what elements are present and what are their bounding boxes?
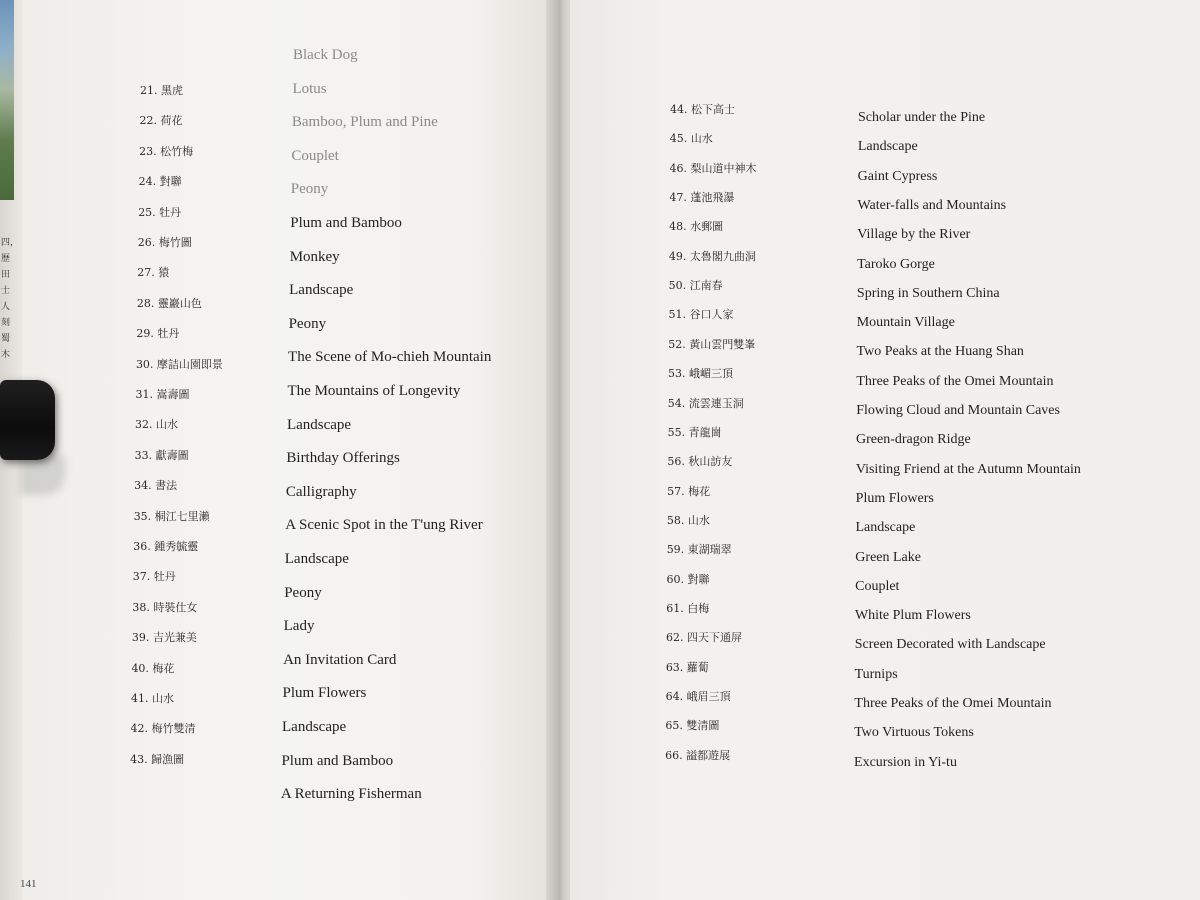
- entry-title: Green Lake: [855, 549, 921, 565]
- entry-number: 36. 鍾秀毓靈: [133, 540, 199, 553]
- entry-title: Water-falls and Mountains: [857, 197, 1007, 213]
- entry-number: 28. 靈巖山色: [136, 296, 202, 310]
- entry-number: 21. 黑虎: [140, 84, 183, 97]
- left-page: [22, 0, 550, 900]
- entry-title: Plum Flowers: [855, 490, 934, 506]
- entry-number: 47. 蓬池飛瀑: [669, 191, 735, 205]
- entry-number: 29. 牡丹: [136, 327, 180, 341]
- entry-number: 61. 白梅: [666, 601, 710, 615]
- entry-title: The Scene of Mo-chieh Mountain: [288, 349, 492, 366]
- entry-number: 57. 梅花: [667, 484, 711, 498]
- entry-number: 25. 牡丹: [138, 205, 182, 219]
- entry-title: Plum and Bamboo: [281, 752, 394, 769]
- entry-title: Scholar under the Pine: [858, 110, 986, 125]
- entry-number: 26. 梅竹圖: [137, 236, 192, 249]
- entry-title: Peony: [290, 181, 329, 198]
- entry-number: 54. 流雲連玉洞: [667, 396, 744, 410]
- entry-number: 58. 山水: [666, 513, 710, 527]
- entry-number: 50. 江南春: [668, 279, 723, 293]
- entry-title: Three Peaks of the Omei Mountain: [854, 696, 1052, 711]
- entry-number: 38. 時裝仕女: [132, 600, 198, 614]
- entry-number: 24. 對聯: [138, 175, 182, 189]
- entry-title: Two Peaks at the Huang Shan: [856, 344, 1024, 360]
- entry-title: Gaint Cypress: [857, 168, 938, 184]
- entry-title: A Returning Fisherman: [280, 786, 422, 803]
- entry-number: 63. 蘿蔔: [665, 660, 709, 674]
- entry-number: 40. 梅花: [131, 661, 175, 675]
- clip-shadow: [20, 455, 65, 495]
- entry-number: 46. 梨山道中神木: [669, 161, 757, 175]
- previous-page-text: 四，歷田士人刻蜀木: [1, 238, 20, 360]
- entry-title: Peony: [288, 315, 327, 332]
- entry-title: Plum and Bamboo: [290, 215, 402, 231]
- entry-title: Green-dragon Ridge: [856, 432, 971, 448]
- entry-title: Screen Decorated with Landscape: [854, 637, 1046, 653]
- entry-number: 42. 梅竹雙清: [130, 722, 196, 736]
- entry-number: 22. 荷花: [139, 114, 183, 128]
- entry-number: 37. 牡丹: [132, 570, 176, 584]
- entry-title: Couplet: [855, 578, 900, 594]
- right-page: [570, 0, 1200, 900]
- entry-number: 56. 秋山訪友: [667, 455, 733, 469]
- entry-number: 51. 谷口人家: [668, 308, 734, 322]
- entry-title: Black Dog: [293, 47, 358, 63]
- entry-title: Excursion in Yi-tu: [854, 754, 957, 770]
- entry-title: Flowing Cloud and Mountain Caves: [856, 403, 1060, 418]
- entry-title: Spring in Southern China: [856, 285, 1000, 301]
- entry-number: 44. 松下高士: [670, 103, 735, 116]
- entry-number: 30. 摩詰山園即景: [135, 357, 223, 371]
- entry-number: 35. 桐江七里瀨: [133, 509, 210, 523]
- entry-title: Landscape: [855, 520, 916, 536]
- entry-title: Bamboo, Plum and Pine: [291, 114, 438, 131]
- entry-number: 32. 山水: [135, 418, 179, 432]
- entry-number: 45. 山水: [669, 132, 713, 146]
- entry-title: Visiting Friend at the Autumn Mountain: [855, 461, 1081, 477]
- entry-number: 53. 峨嵋三頂: [668, 367, 734, 381]
- entry-number: 23. 松竹梅: [139, 144, 194, 158]
- entry-title: Peony: [284, 584, 322, 601]
- entry-title: A Scenic Spot in the T'ung River: [285, 517, 483, 534]
- entry-number: 31. 嵩壽圖: [135, 388, 190, 401]
- entry-number: 59. 東湖瑞翠: [666, 543, 732, 557]
- entry-title: Couplet: [291, 147, 339, 164]
- entry-number: 34. 書法: [134, 479, 178, 493]
- entry-number: 65. 雙清圖: [665, 719, 720, 733]
- entry-title: Turnips: [854, 666, 898, 682]
- entry-title: Calligraphy: [285, 483, 357, 500]
- binder-clip: [0, 380, 55, 460]
- entry-title: Plum Flowers: [282, 685, 367, 702]
- entry-number: 64. 峨眉三頂: [665, 690, 731, 703]
- entry-number: 43. 歸漁圖: [130, 752, 185, 766]
- entry-number: 41. 山水: [131, 692, 174, 705]
- entry-title: White Plum Flowers: [854, 608, 971, 624]
- entry-number: 55. 青龍崗: [667, 425, 722, 439]
- entry-title: Landscape: [286, 416, 352, 433]
- entry-title: Mountain Village: [856, 315, 955, 331]
- entry-title: Landscape: [289, 282, 354, 299]
- entry-title: Landscape: [284, 551, 349, 567]
- entry-number: 33. 獻壽圖: [134, 448, 189, 462]
- entry-title: Three Peaks of the Omei Mountain: [856, 373, 1054, 389]
- entry-title: Birthday Offerings: [286, 450, 400, 467]
- entry-title: Lady: [283, 618, 315, 635]
- entry-number: 39. 吉光兼美: [131, 631, 197, 645]
- entry-number: 49. 太魯閣九曲洞: [668, 249, 756, 263]
- entry-title: Landscape: [857, 139, 918, 155]
- entry-title: Lotus: [292, 80, 327, 97]
- entry-title: Landscape: [282, 719, 347, 735]
- entry-title: An Invitation Card: [283, 651, 397, 668]
- entry-number: 27. 猿: [137, 266, 170, 280]
- page-number: 141: [20, 878, 37, 890]
- entry-title: The Mountains of Longevity: [287, 383, 461, 399]
- photo-fragment: [0, 0, 14, 200]
- entry-title: Taroko Gorge: [857, 256, 935, 272]
- entry-number: 52. 黃山雲門雙峯: [668, 337, 756, 351]
- entry-title: Monkey: [289, 248, 340, 265]
- entry-title: Village by the River: [857, 227, 971, 243]
- entry-title: Two Virtuous Tokens: [854, 725, 974, 741]
- entry-number: 60. 對聯: [666, 572, 710, 586]
- entry-number: 66. 謚都遊展: [665, 748, 731, 762]
- entry-number: 48. 水郵圖: [669, 220, 724, 234]
- entry-number: 62. 四天下通屏: [666, 631, 743, 645]
